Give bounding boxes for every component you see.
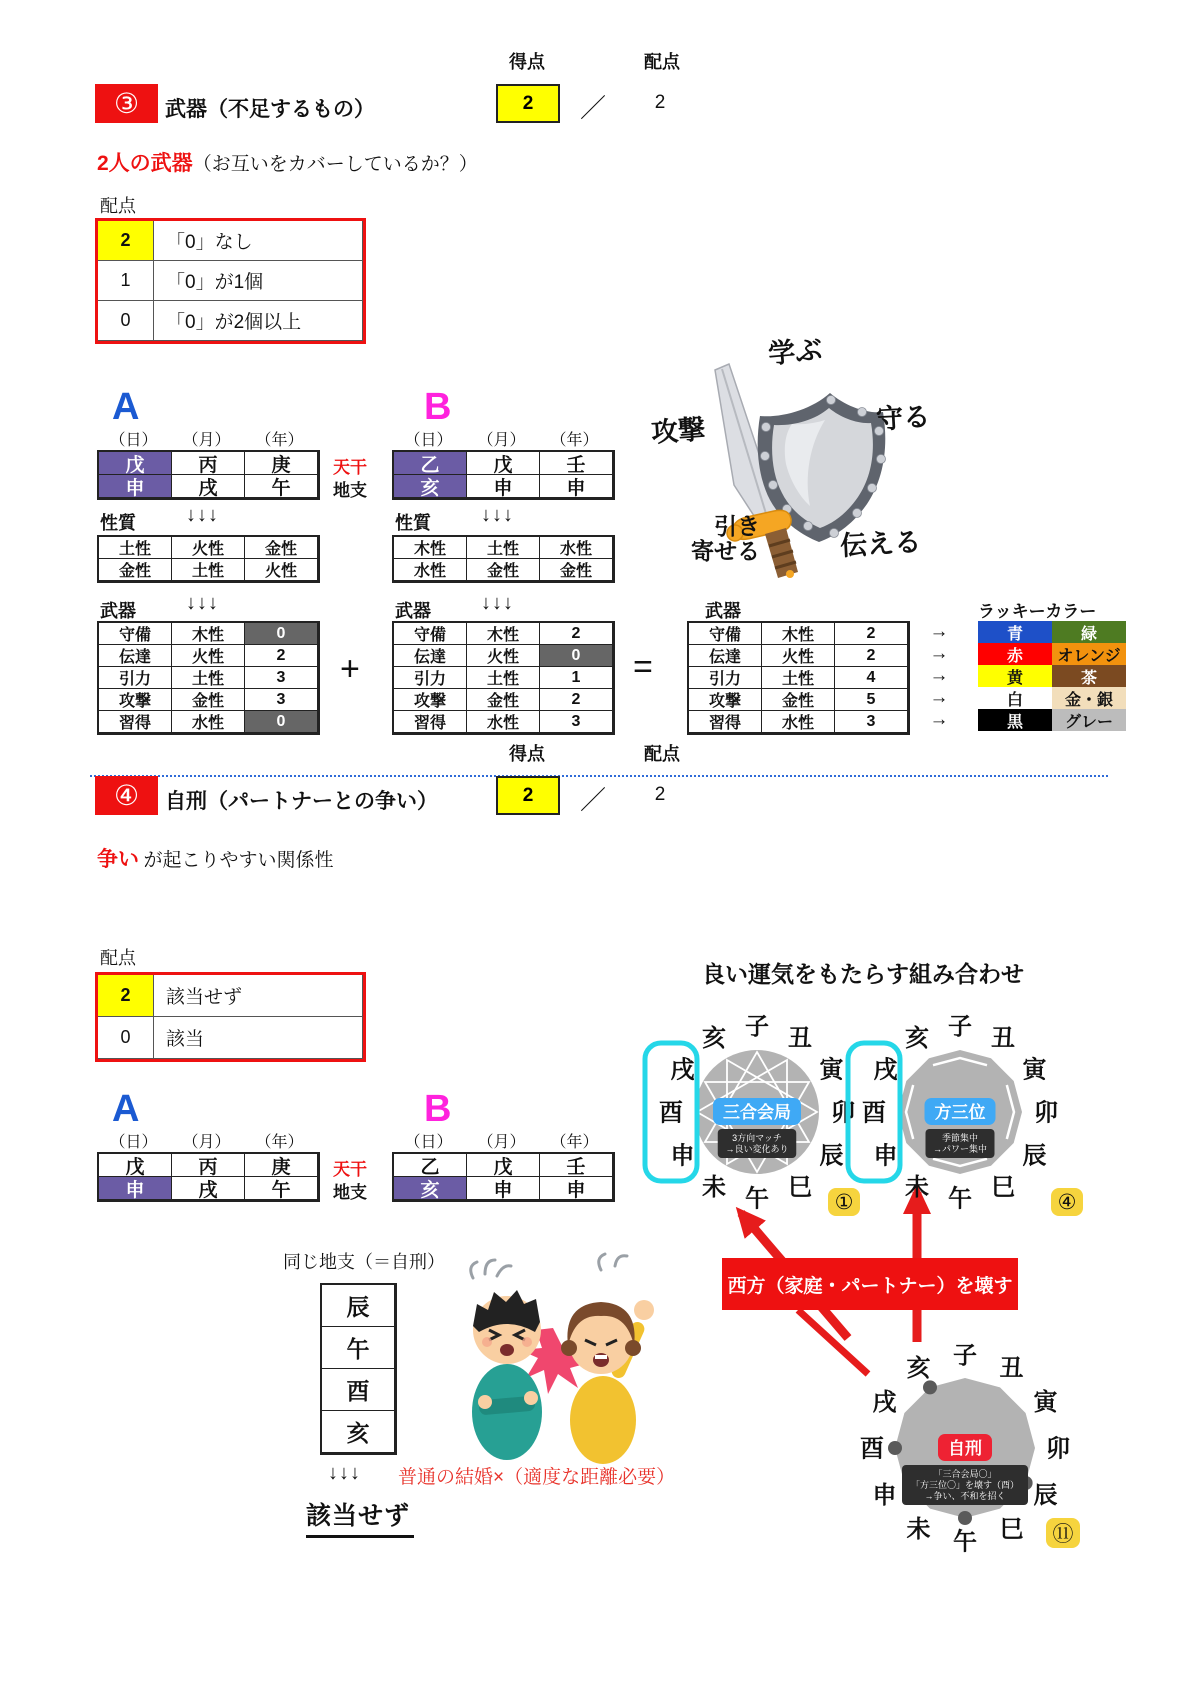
table-cell: 土性 bbox=[762, 667, 835, 689]
table-cell: 1 bbox=[540, 667, 613, 689]
section3-slash: ／ bbox=[580, 93, 607, 123]
table-cell: 壬 bbox=[540, 452, 613, 475]
table-cell: 3 bbox=[245, 689, 318, 711]
destroy-west-banner: 西方（家庭・パートナー）を壊す bbox=[722, 1258, 1018, 1310]
dotted-divider bbox=[90, 775, 1108, 777]
seishitsu-b-label: 性質 bbox=[395, 513, 431, 533]
table-cell: 2 bbox=[835, 623, 908, 645]
table-cell: 辰 bbox=[322, 1285, 395, 1327]
table-cell: 申 bbox=[540, 475, 613, 498]
table-cell: 丙 bbox=[172, 452, 245, 475]
table-cell: グレー bbox=[1052, 709, 1126, 731]
table-cell: （月） bbox=[182, 1133, 231, 1151]
table-cell: 戌 bbox=[172, 1177, 245, 1200]
zodiac-sign-label: 亥 bbox=[906, 1355, 931, 1382]
table-cell: （年） bbox=[550, 1133, 599, 1151]
attract-line2: 寄せる bbox=[691, 538, 760, 564]
table-cell: 0 bbox=[245, 711, 318, 733]
table-cell: 0 bbox=[98, 301, 154, 341]
table-cell: 該当 bbox=[154, 1017, 363, 1059]
zodiac-sign-label: 酉 bbox=[659, 1099, 683, 1127]
seishitsu-a-label: 性質 bbox=[100, 513, 136, 533]
row-arrow-5: → bbox=[929, 709, 949, 730]
row-arrow-3: → bbox=[929, 665, 949, 686]
table-cell: 金性 bbox=[467, 689, 540, 711]
section4-max-points: 2 bbox=[654, 784, 666, 805]
zodiac-sign-label: 辰 bbox=[819, 1142, 844, 1170]
zodiac-sign-label: 亥 bbox=[702, 1025, 726, 1052]
seishitsu-b-table bbox=[392, 535, 615, 583]
person-b-label-2: B bbox=[424, 1088, 452, 1130]
seishitsu-a-arrows: ↓↓↓ bbox=[186, 504, 219, 526]
same-chishi-label: 同じ地支（＝自刑） bbox=[283, 1252, 445, 1272]
table-cell: （日） bbox=[109, 1133, 158, 1151]
zodiac-sign-label: 未 bbox=[906, 1516, 931, 1543]
table-cell: 乙 bbox=[394, 452, 467, 475]
table-cell: 金性 bbox=[762, 689, 835, 711]
table-cell: 習得 bbox=[689, 711, 762, 733]
zodiac-sign-label: 丑 bbox=[991, 1025, 1015, 1052]
zodiac-sign-label: 寅 bbox=[819, 1056, 844, 1084]
score-header-haiten: 配点 bbox=[644, 52, 680, 72]
table-cell: 戊 bbox=[467, 452, 540, 475]
table-cell: 引力 bbox=[99, 667, 172, 689]
table-cell: 亥 bbox=[394, 475, 467, 498]
table-cell: 土性 bbox=[467, 667, 540, 689]
table-cell: 火性 bbox=[172, 645, 245, 667]
table-cell: 白 bbox=[978, 687, 1052, 709]
table-cell: 酉 bbox=[322, 1369, 395, 1411]
table-cell: 木性 bbox=[762, 623, 835, 645]
table-cell: 申 bbox=[467, 1177, 540, 1200]
section3-subtitle-rest: （お互いをカバーしているか？） bbox=[192, 154, 478, 175]
table-cell: 水性 bbox=[540, 537, 613, 559]
section3-number-badge: ③ bbox=[95, 84, 158, 123]
zodiac-sign-label: 卯 bbox=[1034, 1099, 1058, 1127]
lucky-color-table bbox=[978, 621, 1126, 731]
combo-caption-line: 「三合会局〇」 bbox=[933, 1469, 997, 1479]
zodiac-sign-label: 戌 bbox=[670, 1056, 695, 1084]
table-cell: （日） bbox=[109, 431, 158, 449]
section3-subtitle bbox=[97, 147, 478, 177]
section4-subtitle-rest: が起こりやすい関係性 bbox=[143, 850, 334, 871]
section4-score-box: 2 bbox=[496, 776, 560, 815]
table-cell: オレンジ bbox=[1052, 643, 1126, 665]
table-cell: 壬 bbox=[540, 1154, 613, 1177]
table-cell: 亥 bbox=[322, 1411, 395, 1453]
illustration-label-learn: 学ぶ bbox=[767, 334, 824, 370]
tenkan-row-label-2: 天干 bbox=[333, 1160, 367, 1179]
table-cell: 緑 bbox=[1052, 621, 1126, 643]
table-cell: 水性 bbox=[394, 559, 467, 581]
combo-badge-1: ① bbox=[828, 1188, 860, 1216]
row-arrow-4: → bbox=[929, 687, 949, 708]
table-cell: 土性 bbox=[99, 537, 172, 559]
table-cell: 黄 bbox=[978, 665, 1052, 687]
good-luck-combos-title: 良い運気をもたらす組み合わせ bbox=[702, 961, 1024, 987]
table-cell: 0 bbox=[98, 1017, 154, 1059]
combo-label: 自刑 bbox=[948, 1439, 982, 1458]
person-a-column-headers-2 bbox=[97, 1130, 316, 1150]
jikei-sign-table bbox=[320, 1283, 397, 1455]
section4-number-badge: ④ bbox=[95, 776, 158, 815]
table-cell: 0 bbox=[540, 645, 613, 667]
jikei-dot bbox=[888, 1441, 902, 1455]
chishi-row-label-2: 地支 bbox=[333, 1183, 367, 1202]
table-cell: 3 bbox=[245, 667, 318, 689]
table-cell: 水性 bbox=[762, 711, 835, 733]
table-cell: 火性 bbox=[172, 537, 245, 559]
buki-b-arrows: ↓↓↓ bbox=[481, 592, 514, 614]
section3-scoring-table bbox=[95, 218, 366, 344]
table-cell: 火性 bbox=[762, 645, 835, 667]
combo-caption-line: 3方向マッチ bbox=[732, 1133, 782, 1143]
lucky-color-label: ラッキーカラー bbox=[978, 602, 1097, 621]
section4-subtitle-highlight: 争い bbox=[97, 848, 139, 871]
zodiac-sign-label: 卯 bbox=[1046, 1435, 1070, 1463]
table-cell: 3 bbox=[835, 711, 908, 733]
person-b-pillar-table-2 bbox=[392, 1152, 615, 1202]
person-a-column-headers bbox=[97, 428, 316, 448]
zodiac-sign-label: 巳 bbox=[999, 1516, 1024, 1543]
buki-b-table bbox=[392, 621, 615, 735]
zodiac-sign-label: 子 bbox=[948, 1013, 972, 1041]
table-cell: 金性 bbox=[172, 689, 245, 711]
table-cell: 丙 bbox=[172, 1154, 245, 1177]
zodiac-sign-label: 巳 bbox=[991, 1174, 1015, 1201]
table-cell: 戊 bbox=[99, 452, 172, 475]
zodiac-sign-label: 戌 bbox=[873, 1056, 898, 1084]
attract-line1: 引き bbox=[714, 513, 760, 539]
combo-caption-line: →争い、不和を招く bbox=[924, 1491, 1006, 1501]
zodiac-sign-label: 未 bbox=[702, 1174, 726, 1201]
table-cell: 土性 bbox=[172, 559, 245, 581]
plus-operator: + bbox=[340, 650, 360, 688]
zodiac-sign-label: 子 bbox=[745, 1013, 769, 1041]
person-a-label-2: A bbox=[112, 1088, 140, 1130]
zodiac-sign-label: 子 bbox=[953, 1342, 977, 1370]
table-cell: 4 bbox=[835, 667, 908, 689]
marriage-note: 普通の結婚×（適度な距離必要） bbox=[398, 1467, 676, 1488]
table-cell: 引力 bbox=[689, 667, 762, 689]
table-cell: 青 bbox=[978, 621, 1052, 643]
tenkan-row-label: 天干 bbox=[333, 458, 367, 477]
section3-haiten-caption: 配点 bbox=[100, 196, 136, 216]
table-cell: 黒 bbox=[978, 709, 1052, 731]
section3-subtitle-highlight: 2人の武器 bbox=[97, 152, 193, 175]
table-cell: 申 bbox=[540, 1177, 613, 1200]
person-a-pillar-table bbox=[97, 450, 320, 500]
table-cell: 金・銀 bbox=[1052, 687, 1126, 709]
seishitsu-a-table bbox=[97, 535, 320, 583]
table-cell: 申 bbox=[467, 475, 540, 498]
table-cell: 戌 bbox=[172, 475, 245, 498]
table-cell: （月） bbox=[477, 1133, 526, 1151]
table-cell: 習得 bbox=[394, 711, 467, 733]
row-arrow-2: → bbox=[929, 643, 949, 664]
zodiac-sign-label: 辰 bbox=[1033, 1482, 1058, 1509]
zodiac-sign-label: 巳 bbox=[788, 1174, 812, 1201]
table-cell: 金性 bbox=[99, 559, 172, 581]
table-cell: （年） bbox=[255, 431, 304, 449]
score-header-haiten-2: 配点 bbox=[644, 744, 680, 764]
person-b-pillar-table bbox=[392, 450, 615, 500]
table-cell: 庚 bbox=[245, 452, 318, 475]
chishi-row-label: 地支 bbox=[333, 481, 367, 500]
combo-badge-11: ⑪ bbox=[1046, 1518, 1080, 1548]
table-cell: 赤 bbox=[978, 643, 1052, 665]
table-cell: 木性 bbox=[394, 537, 467, 559]
table-cell: （月） bbox=[182, 431, 231, 449]
table-cell: 申 bbox=[99, 1177, 172, 1200]
buki-sum-table bbox=[687, 621, 910, 735]
table-cell: 土性 bbox=[172, 667, 245, 689]
zodiac-sign-label: 酉 bbox=[862, 1099, 886, 1127]
table-cell: （年） bbox=[550, 431, 599, 449]
zodiac-sign-label: 辰 bbox=[1022, 1142, 1047, 1170]
illustration-label-attack: 攻撃 bbox=[650, 414, 707, 448]
buki-a-arrows: ↓↓↓ bbox=[186, 592, 219, 614]
table-cell: 木性 bbox=[467, 623, 540, 645]
table-cell: 2 bbox=[835, 645, 908, 667]
table-cell: 「0」が1個 bbox=[154, 261, 363, 301]
table-cell: 木性 bbox=[172, 623, 245, 645]
table-cell: 攻撃 bbox=[689, 689, 762, 711]
table-cell: 守備 bbox=[99, 623, 172, 645]
zodiac-sign-label: 寅 bbox=[1022, 1056, 1047, 1084]
buki-sum-label: 武器 bbox=[705, 601, 741, 621]
zodiac-sign-label: 申 bbox=[873, 1142, 898, 1170]
table-cell: 「0」が2個以上 bbox=[154, 301, 363, 341]
table-cell: 5 bbox=[835, 689, 908, 711]
section4-subtitle bbox=[97, 843, 333, 873]
zodiac-sign-label: 丑 bbox=[788, 1025, 812, 1052]
table-cell: （年） bbox=[255, 1133, 304, 1151]
zodiac-sign-label: 未 bbox=[905, 1174, 929, 1201]
person-b-column-headers-2 bbox=[392, 1130, 611, 1150]
zodiac-sign-label: 亥 bbox=[905, 1025, 929, 1052]
table-cell: 庚 bbox=[245, 1154, 318, 1177]
table-cell: 乙 bbox=[394, 1154, 467, 1177]
person-a-label: A bbox=[112, 386, 140, 428]
section4-slash: ／ bbox=[580, 785, 607, 815]
section4-scoring-table bbox=[95, 972, 366, 1062]
table-cell: 水性 bbox=[467, 711, 540, 733]
table-cell: 攻撃 bbox=[99, 689, 172, 711]
table-cell: 水性 bbox=[172, 711, 245, 733]
table-cell: 伝達 bbox=[689, 645, 762, 667]
combo-badge-2: ④ bbox=[1051, 1188, 1083, 1216]
table-cell: 守備 bbox=[394, 623, 467, 645]
seishitsu-b-arrows: ↓↓↓ bbox=[481, 504, 514, 526]
jikei-dot bbox=[958, 1511, 972, 1525]
table-cell: 2 bbox=[98, 221, 154, 261]
table-cell: 金性 bbox=[245, 537, 318, 559]
combo-label: 方三位 bbox=[934, 1103, 986, 1122]
combo-caption-line: 「方三位〇」を壊す（酉） bbox=[910, 1480, 1020, 1490]
table-cell: （日） bbox=[404, 431, 453, 449]
table-cell: 2 bbox=[540, 689, 613, 711]
section3-title: 武器（不足するもの） bbox=[165, 98, 375, 121]
combo-caption-line: →パワー集中 bbox=[932, 1144, 988, 1154]
zodiac-sign-label: 申 bbox=[872, 1482, 897, 1509]
score-header-tokuten-2: 得点 bbox=[509, 744, 545, 764]
table-cell: 金性 bbox=[540, 559, 613, 581]
equals-operator: = bbox=[633, 648, 653, 686]
table-cell: 午 bbox=[322, 1327, 395, 1369]
table-cell: 戊 bbox=[99, 1154, 172, 1177]
zodiac-sign-label: 午 bbox=[948, 1185, 972, 1213]
table-cell: 茶 bbox=[1052, 665, 1126, 687]
table-cell: 3 bbox=[540, 711, 613, 733]
row-arrow-1: → bbox=[929, 621, 949, 642]
table-cell: 午 bbox=[245, 475, 318, 498]
zodiac-sign-label: 午 bbox=[745, 1185, 769, 1213]
section4-result: 該当せず bbox=[306, 1496, 414, 1538]
table-cell: 該当せず bbox=[154, 975, 363, 1017]
zodiac-sign-label: 寅 bbox=[1033, 1389, 1058, 1416]
person-b-column-headers bbox=[392, 428, 611, 448]
section3-score-box: 2 bbox=[496, 84, 560, 123]
section3-max-points: 2 bbox=[654, 92, 666, 113]
table-cell: 0 bbox=[245, 623, 318, 645]
illustration-label-attract bbox=[688, 514, 760, 564]
table-cell: 習得 bbox=[99, 711, 172, 733]
buki-a-label: 武器 bbox=[100, 601, 136, 621]
buki-b-label: 武器 bbox=[395, 601, 431, 621]
table-cell: 守備 bbox=[689, 623, 762, 645]
zodiac-sign-label: 卯 bbox=[831, 1099, 855, 1127]
jikei-dot bbox=[923, 1380, 937, 1394]
buki-a-table bbox=[97, 621, 320, 735]
zodiac-sign-label: 午 bbox=[953, 1528, 977, 1556]
table-cell: 午 bbox=[245, 1177, 318, 1200]
table-cell: （日） bbox=[404, 1133, 453, 1151]
table-cell: 伝達 bbox=[394, 645, 467, 667]
illustration-label-defend: 守る bbox=[875, 401, 931, 435]
table-cell: 2 bbox=[540, 623, 613, 645]
table-cell: 引力 bbox=[394, 667, 467, 689]
table-cell: 2 bbox=[245, 645, 318, 667]
combo-caption-line: 季節集中 bbox=[941, 1133, 979, 1143]
table-cell: 伝達 bbox=[99, 645, 172, 667]
section4-down-arrows: ↓↓↓ bbox=[328, 1462, 361, 1484]
zodiac-sign-label: 酉 bbox=[860, 1435, 884, 1463]
zodiac-sign-label: 申 bbox=[670, 1142, 695, 1170]
combo-label: 三合会局 bbox=[723, 1103, 791, 1122]
section4-haiten-caption: 配点 bbox=[100, 948, 136, 968]
table-cell: 土性 bbox=[467, 537, 540, 559]
table-cell: （月） bbox=[477, 431, 526, 449]
table-cell: 火性 bbox=[467, 645, 540, 667]
table-cell: 1 bbox=[98, 261, 154, 301]
zodiac-circle-housanmi bbox=[835, 987, 1085, 1237]
table-cell: 金性 bbox=[467, 559, 540, 581]
table-cell: 2 bbox=[98, 975, 154, 1017]
table-cell: 攻撃 bbox=[394, 689, 467, 711]
score-header-tokuten: 得点 bbox=[509, 52, 545, 72]
table-cell: 火性 bbox=[245, 559, 318, 581]
section4-title: 自刑（パートナーとの争い） bbox=[165, 790, 438, 813]
zodiac-sign-label: 丑 bbox=[999, 1355, 1024, 1382]
table-cell: 申 bbox=[99, 475, 172, 498]
table-cell: 「0」なし bbox=[154, 221, 363, 261]
table-cell: 亥 bbox=[394, 1177, 467, 1200]
person-a-pillar-table-2 bbox=[97, 1152, 320, 1202]
table-cell: 戊 bbox=[467, 1154, 540, 1177]
combo-caption-line: →良い変化あり bbox=[725, 1144, 789, 1154]
person-b-label: B bbox=[424, 386, 452, 428]
zodiac-sign-label: 戌 bbox=[872, 1389, 897, 1416]
illustration-label-convey: 伝える bbox=[839, 526, 922, 562]
